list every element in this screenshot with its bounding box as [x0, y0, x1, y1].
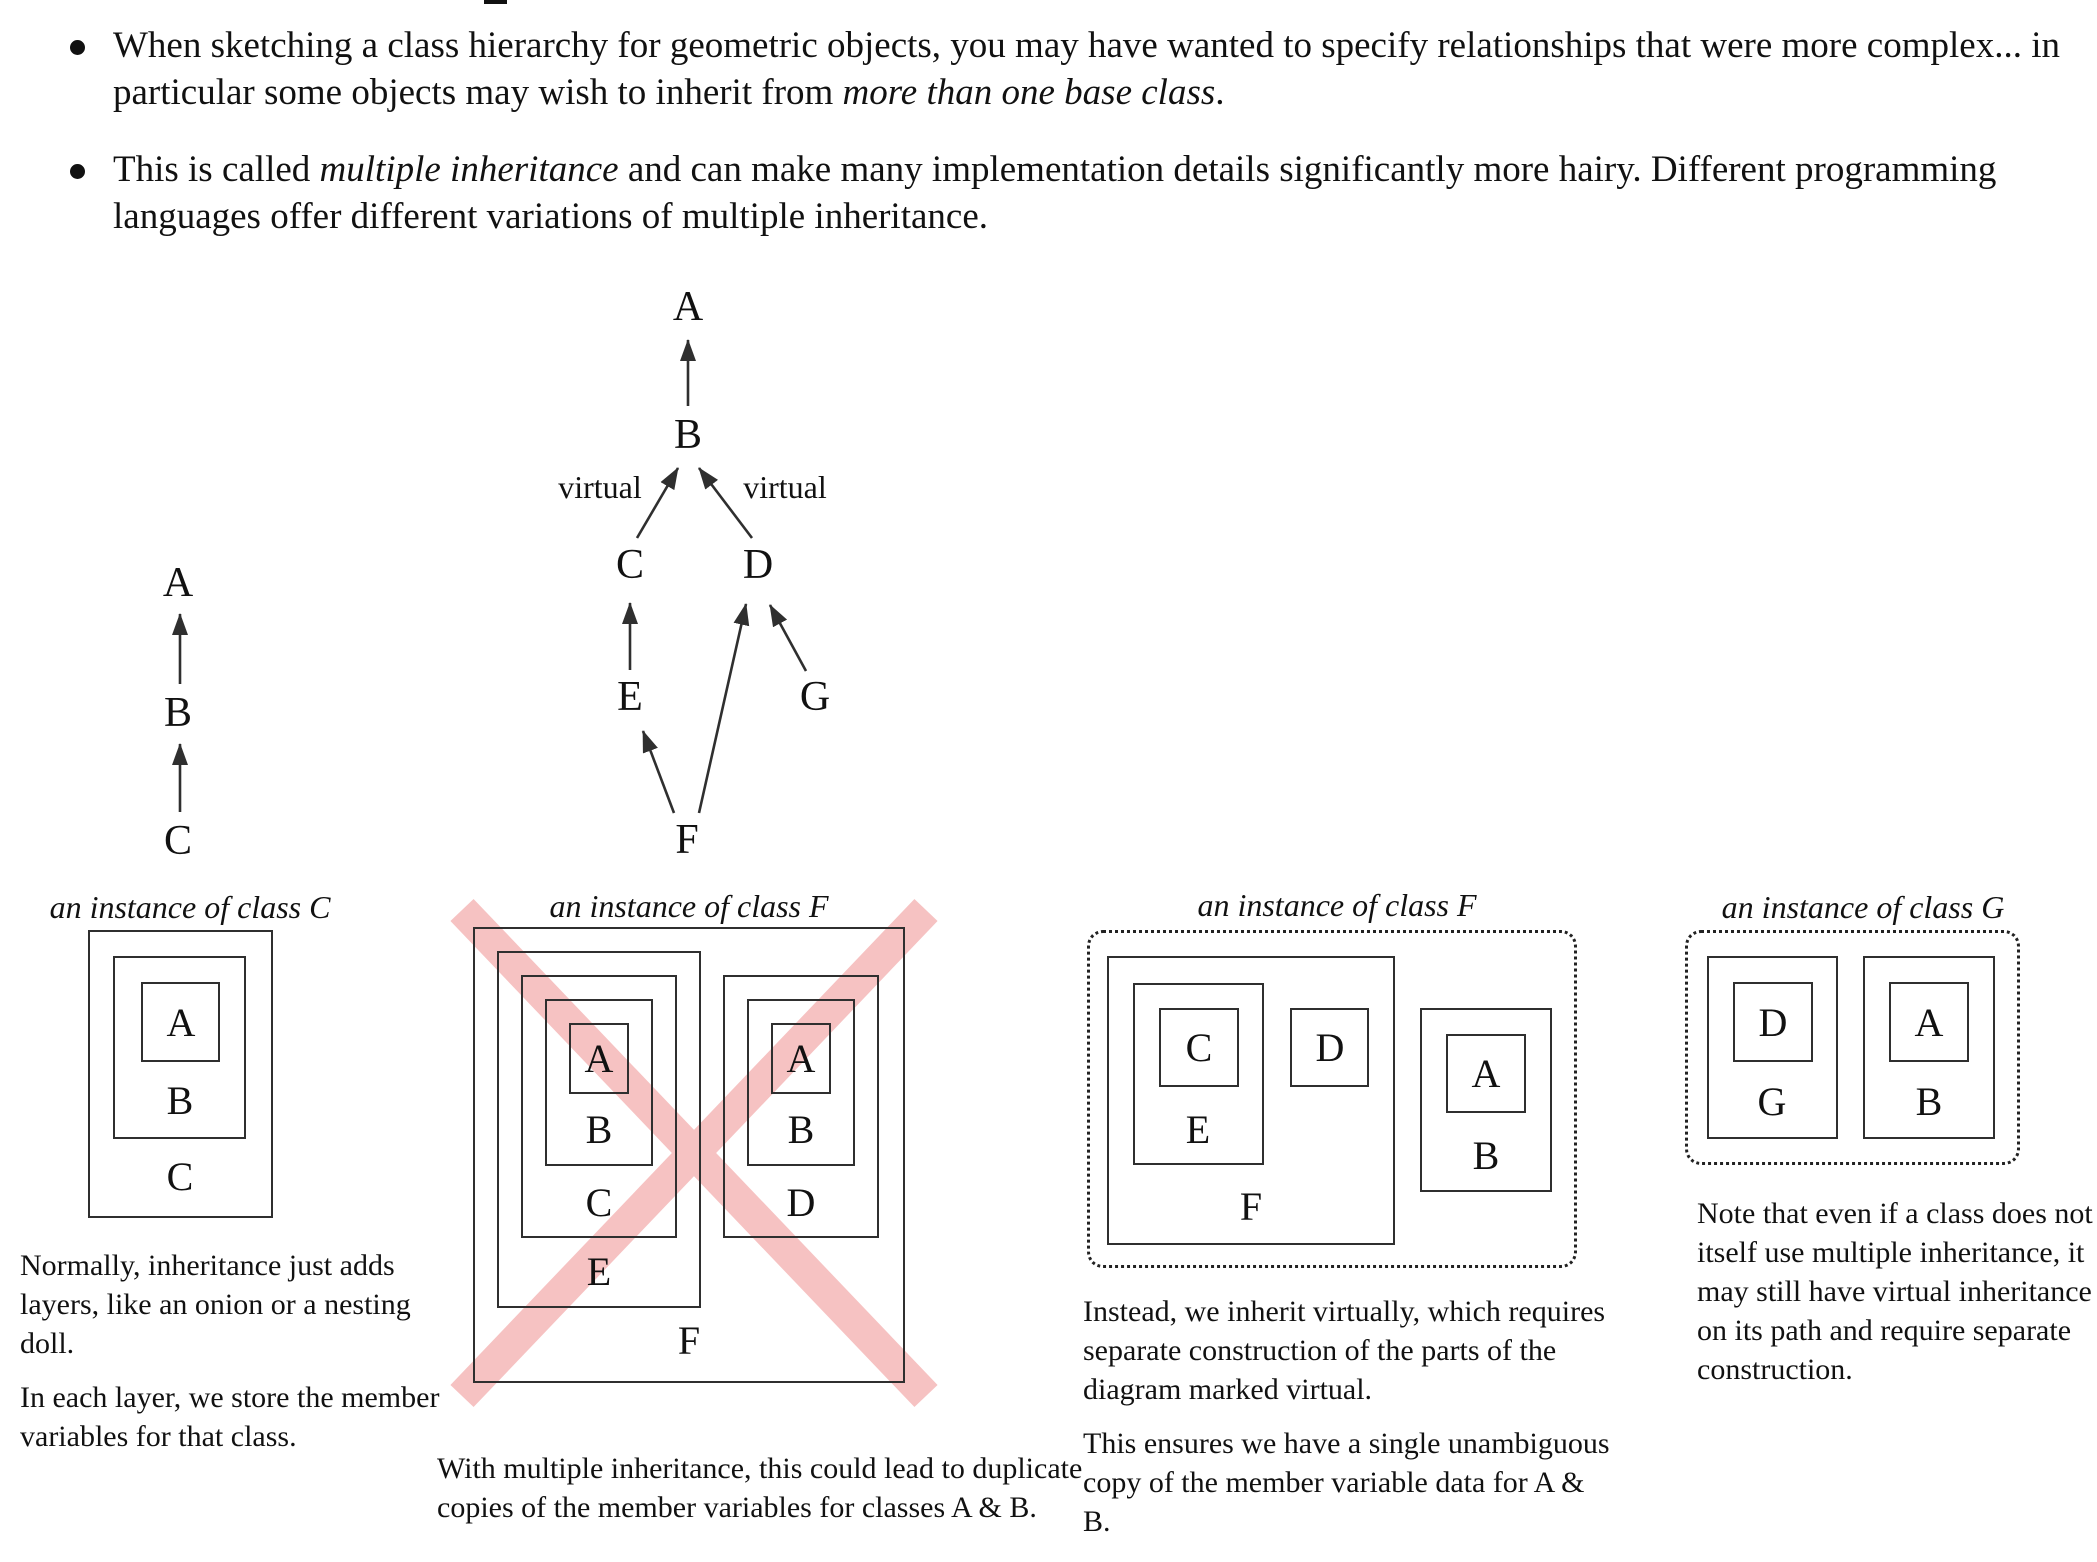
class-node: G	[799, 674, 831, 720]
class-node: B	[673, 412, 703, 458]
class-node: C	[615, 542, 645, 588]
instance-box-label: A	[786, 1036, 816, 1081]
diagram-caption: an instance of class G	[1721, 889, 2005, 925]
instance-box-label: F	[1239, 1184, 1263, 1229]
virtual-inheritance-label: virtual	[743, 469, 827, 505]
note-duplicate-copies	[437, 1449, 1102, 1527]
note-paragraph: With multiple inheritance, this could lead to duplicate copies of the member variables for classes A & B.	[437, 1452, 1083, 1524]
inheritance-arrow-c-to-b-virtual	[637, 468, 678, 538]
instance-box-label: C	[166, 1154, 194, 1199]
note-paragraph: Instead, we inherit virtually, which requires separate construction of the parts of the diagram marked virtual.	[1083, 1295, 1606, 1406]
instance-box-label: E	[586, 1249, 612, 1294]
bullet-text-post: .	[1215, 72, 1225, 113]
instance-box-label: A	[584, 1036, 614, 1081]
bullet-text-pre: This is called	[113, 149, 320, 190]
inheritance-arrow-g-to-d	[770, 605, 806, 671]
instance-box-label: D	[1315, 1025, 1345, 1070]
instance-box-label: A	[1914, 1000, 1944, 1045]
instance-box-label: B	[166, 1078, 194, 1123]
multi-hierarchy-arrows	[630, 340, 806, 813]
class-node: D	[742, 542, 774, 588]
bullet-text-emphasis: multiple inheritance	[319, 149, 619, 190]
bullet-text-pre: When sketching a class hierarchy for geometric objects, you may have wanted to specify relationships that were more complex... in particular some objects may wish to inherit from	[113, 25, 2060, 113]
virtual-inheritance-label: virtual	[558, 469, 642, 505]
class-node: C	[163, 818, 193, 864]
diagram-caption: an instance of class F	[1197, 887, 1477, 923]
class-node: B	[163, 690, 193, 736]
inheritance-arrow-f-to-d	[699, 604, 746, 813]
note-paragraph: Normally, inheritance just adds layers, like an onion or a nesting doll.	[20, 1249, 411, 1360]
note-paragraph: In each layer, we store the member variables for that class.	[20, 1381, 440, 1453]
bullet-text-post: and can make many implementation details significantly more hairy. Different programming languages offer different variations of multiple inheritance.	[113, 149, 1997, 237]
instance-box-label: F	[677, 1318, 701, 1363]
instance-box-label: B	[787, 1107, 815, 1152]
instance-box-label: C	[1185, 1025, 1213, 1070]
bullet-text-emphasis: more than one base class	[842, 72, 1216, 113]
note-paragraph: Note that even if a class does not itself use multiple inheritance, it may still have virtual inheritance on its path and require separate construction.	[1697, 1197, 2093, 1386]
note-class-g	[1697, 1194, 2097, 1389]
class-node: E	[617, 674, 643, 720]
inheritance-arrow-f-to-e	[643, 731, 674, 813]
instance-box-label: D	[786, 1180, 816, 1225]
instance-box-label: D	[1758, 1000, 1788, 1045]
class-node: A	[162, 560, 194, 606]
instance-box-label: E	[1185, 1107, 1211, 1152]
note-paragraph: This ensures we have a single unambiguous copy of the member variable data for A & B.	[1083, 1427, 1610, 1538]
instance-box-label: B	[1472, 1133, 1500, 1178]
instance-box-label: G	[1757, 1079, 1787, 1124]
note-onion-layers	[20, 1246, 460, 1456]
instance-box-label: B	[585, 1107, 613, 1152]
class-node: F	[675, 817, 699, 863]
instance-box-label: A	[1471, 1051, 1501, 1096]
class-node: A	[672, 284, 704, 330]
instance-box-label: B	[1915, 1079, 1943, 1124]
diagram-caption: an instance of class C	[49, 889, 331, 925]
instance-box-label: C	[585, 1180, 613, 1225]
note-virtual-inheritance	[1083, 1292, 1613, 1541]
diagram-caption: an instance of class F	[549, 888, 829, 924]
instance-box-label: A	[166, 1000, 196, 1045]
